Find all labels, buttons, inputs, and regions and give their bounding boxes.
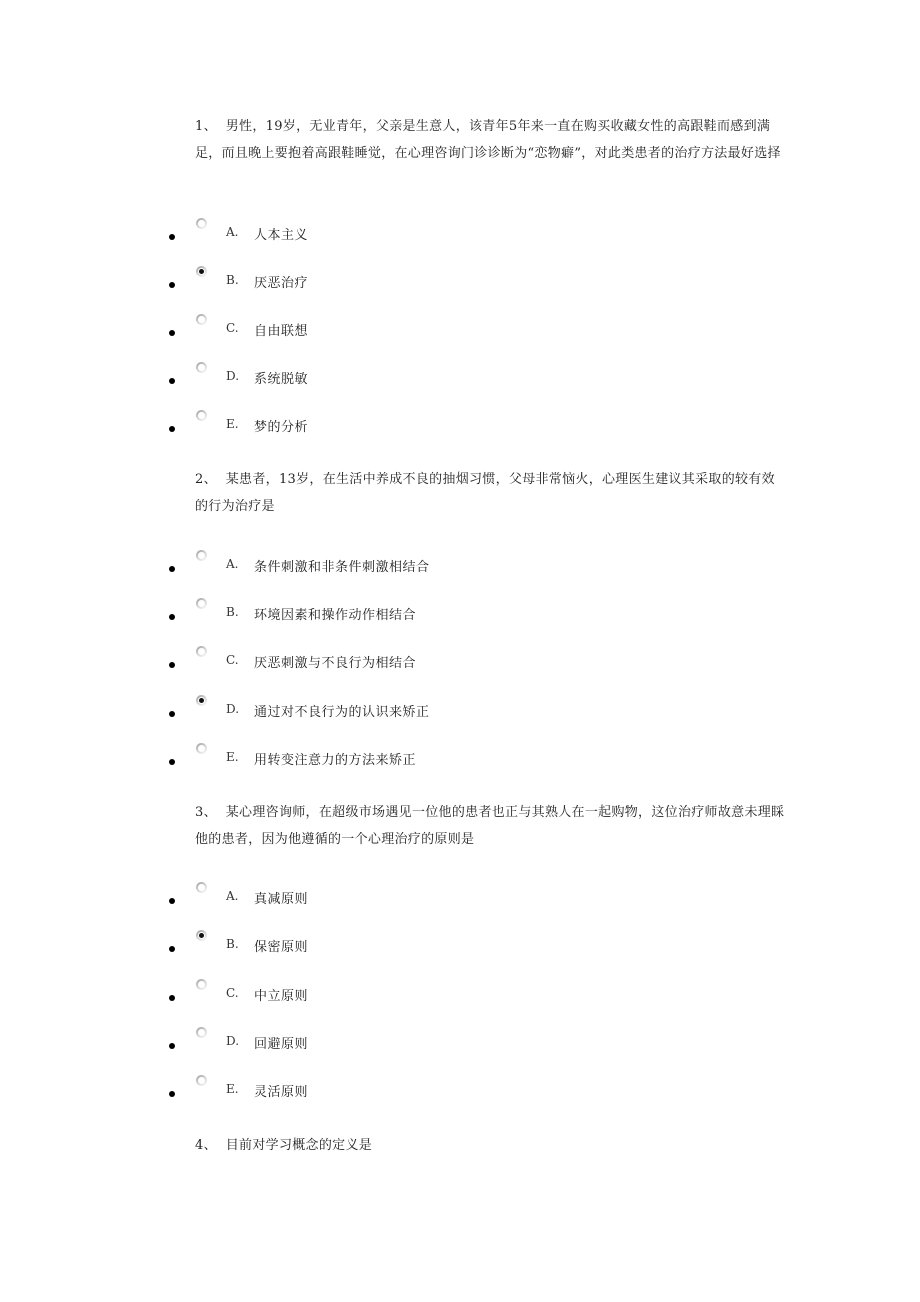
- radio-button[interactable]: [196, 979, 207, 990]
- question-1-option-d[interactable]: [0, 366, 920, 394]
- question-3-option-b[interactable]: [0, 934, 920, 962]
- question-2-option-d[interactable]: [0, 699, 920, 727]
- question-3-option-a[interactable]: [0, 886, 920, 914]
- bullet-icon: [169, 662, 175, 668]
- question-3-option-d[interactable]: [0, 1031, 920, 1059]
- radio-button[interactable]: [196, 1027, 207, 1038]
- question-1-option-b[interactable]: [0, 270, 920, 298]
- option-text: 人本主义: [254, 228, 309, 243]
- question-3-option-c[interactable]: [0, 983, 920, 1011]
- radio-button[interactable]: [196, 646, 207, 657]
- bullet-icon: [169, 566, 175, 572]
- option-text: 自由联想: [254, 324, 309, 339]
- bullet-icon: [169, 1091, 175, 1097]
- bullet-icon: [169, 1043, 175, 1049]
- option-letter: C.: [226, 653, 239, 667]
- question-1-option-c[interactable]: [0, 318, 920, 346]
- option-text: 厌恶治疗: [254, 276, 309, 291]
- bullet-icon: [169, 759, 175, 765]
- question-4-text: 4、 目前对学习概念的定义是: [195, 1138, 373, 1153]
- radio-button[interactable]: [196, 882, 207, 893]
- option-text: 厌恶刺激与不良行为相结合: [254, 656, 417, 671]
- option-letter: A.: [226, 225, 239, 239]
- radio-button[interactable]: [196, 218, 207, 229]
- option-letter: D.: [226, 702, 240, 716]
- option-letter: B.: [226, 605, 239, 619]
- option-letter: E.: [226, 750, 239, 764]
- question-2-text: 2、 某患者，13岁，在生活中养成不良的抽烟习惯，父母非常恼火，心理医生建议其采取的较有效的行为治疗是: [195, 472, 775, 514]
- question-2-option-c[interactable]: [0, 650, 920, 678]
- radio-button[interactable]: [196, 362, 207, 373]
- option-letter: A.: [226, 557, 239, 571]
- option-text: 条件刺激和非条件刺激相结合: [254, 560, 430, 575]
- bullet-icon: [169, 234, 175, 240]
- question-1-option-a[interactable]: [0, 222, 920, 250]
- question-2-option-b[interactable]: [0, 602, 920, 630]
- option-text: 灵活原则: [254, 1085, 309, 1100]
- bullet-icon: [169, 711, 175, 717]
- question-1-text: 1、 男性，19岁，无业青年，父亲是生意人，该青年5年来一直在购买收藏女性的高跟鞋而感到满足，而且晚上要抱着高跟鞋睡觉，在心理咨询门诊诊断为“恋物癖”，对此类患者的治疗方法最好选择: [195, 119, 781, 161]
- option-text: 系统脱敏: [254, 372, 309, 387]
- option-letter: A.: [226, 889, 239, 903]
- option-text: 环境因素和操作动作相结合: [254, 608, 417, 623]
- bullet-icon: [169, 330, 175, 336]
- option-letter: E.: [226, 417, 239, 431]
- bullet-icon: [169, 898, 175, 904]
- question-2-option-a[interactable]: [0, 554, 920, 582]
- bullet-icon: [169, 946, 175, 952]
- option-text: 回避原则: [254, 1037, 309, 1052]
- option-text: 通过对不良行为的认识来矫正: [254, 705, 430, 720]
- bullet-icon: [169, 378, 175, 384]
- option-text: 梦的分析: [254, 420, 309, 435]
- bullet-icon: [169, 426, 175, 432]
- radio-button-selected[interactable]: [196, 695, 207, 706]
- radio-button[interactable]: [196, 550, 207, 561]
- option-letter: B.: [226, 273, 239, 287]
- radio-button[interactable]: [196, 314, 207, 325]
- radio-button[interactable]: [196, 410, 207, 421]
- radio-button[interactable]: [196, 743, 207, 754]
- option-letter: B.: [226, 937, 239, 951]
- option-letter: C.: [226, 986, 239, 1000]
- question-3-option-e[interactable]: [0, 1079, 920, 1107]
- radio-button-selected[interactable]: [196, 266, 207, 277]
- radio-button[interactable]: [196, 1075, 207, 1086]
- question-1-option-e[interactable]: [0, 414, 920, 442]
- option-text: 真减原则: [254, 892, 309, 907]
- question-2-option-e[interactable]: [0, 747, 920, 775]
- question-3-text: 3、 某心理咨询师，在超级市场遇见一位他的患者也正与其熟人在一起购物，这位治疗师故意未理睬他的患者，因为他遵循的一个心理治疗的原则是: [195, 805, 785, 847]
- bullet-icon: [169, 282, 175, 288]
- option-text: 保密原则: [254, 940, 309, 955]
- option-letter: C.: [226, 321, 239, 335]
- option-text: 用转变注意力的方法来矫正: [254, 753, 417, 768]
- option-letter: D.: [226, 1034, 240, 1048]
- option-text: 中立原则: [254, 989, 309, 1004]
- option-letter: E.: [226, 1082, 239, 1096]
- bullet-icon: [169, 614, 175, 620]
- option-letter: D.: [226, 369, 240, 383]
- radio-button[interactable]: [196, 598, 207, 609]
- radio-button-selected[interactable]: [196, 930, 207, 941]
- bullet-icon: [169, 995, 175, 1001]
